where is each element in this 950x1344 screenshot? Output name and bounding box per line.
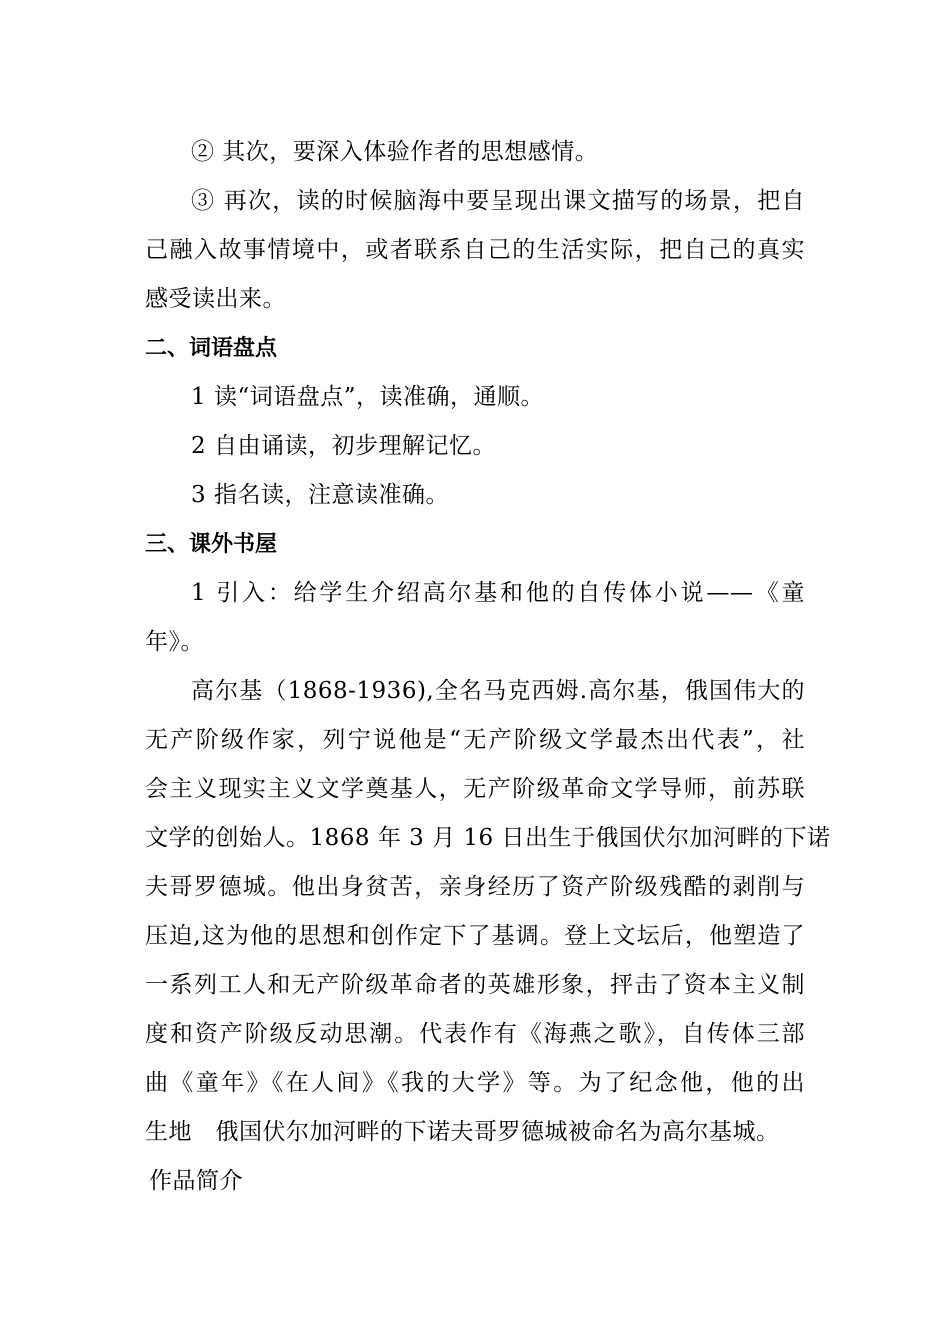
bio-line-6: 压迫,这为他的思想和创作定下了基调。登上文坛后，他塑造了 xyxy=(145,923,805,949)
section-heading-vocabulary: 二、词语盘点 xyxy=(145,336,278,361)
bio-line-2: 无产阶级作家，列宁说他是“无产阶级文学最杰出代表”，社 xyxy=(145,727,805,753)
reading-intro-line-2: 年》。 xyxy=(145,629,204,655)
bio-line-3: 会主义现实主义文学奠基人，无产阶级革命文学导师，前苏联 xyxy=(145,776,805,802)
bio-line-9: 曲《童年》《在人间》《我的大学》等。为了纪念他，他的出 xyxy=(145,1070,805,1096)
bio-line-10: 生地 俄国伏尔加河畔的下诺夫哥罗德城被命名为高尔基城。 xyxy=(145,1119,780,1145)
vocabulary-item-3: 3 指名读，注意读准确。 xyxy=(191,482,449,508)
bio-line-8: 度和资产阶级反动思潮。代表作有《海燕之歌》，自传体三部 xyxy=(145,1021,805,1047)
bio-line-1: 高尔基（1868-1936),全名马克西姆.高尔基，俄国伟大的 xyxy=(191,678,805,704)
bio-line-4: 文学的创始人。1868 年 3 月 16 日出生于俄国伏尔加河畔的下诺 xyxy=(145,825,831,851)
vocabulary-item-1: 1 读“词语盘点”，读准确，通顺。 xyxy=(191,384,544,410)
vocabulary-item-2: 2 自由诵读，初步理解记忆。 xyxy=(191,433,496,459)
paragraph-point-2: ② 其次，要深入体验作者的思想感情。 xyxy=(191,139,599,165)
reading-intro-line-1: 1 引入：给学生介绍高尔基和他的自传体小说——《童 xyxy=(191,580,805,606)
bio-line-7: 一系列工人和无产阶级革命者的英雄形象，抨击了资本主义制 xyxy=(145,972,805,998)
bio-line-5: 夫哥罗德城。他出身贫苦，亲身经历了资产阶级残酷的剥削与 xyxy=(145,874,805,900)
paragraph-point-3-line-2: 己融入故事情境中，或者联系自己的生活实际，把自己的真实 xyxy=(145,237,805,263)
works-intro-label: 作品简介 xyxy=(149,1168,243,1194)
paragraph-point-3-line-1: ③ 再次，读的时候脑海中要呈现出课文描写的场景，把自 xyxy=(191,188,805,214)
section-heading-reading: 三、课外书屋 xyxy=(145,532,278,557)
document-body xyxy=(145,128,831,1206)
paragraph-point-3-line-3: 感受读出来。 xyxy=(145,286,286,312)
